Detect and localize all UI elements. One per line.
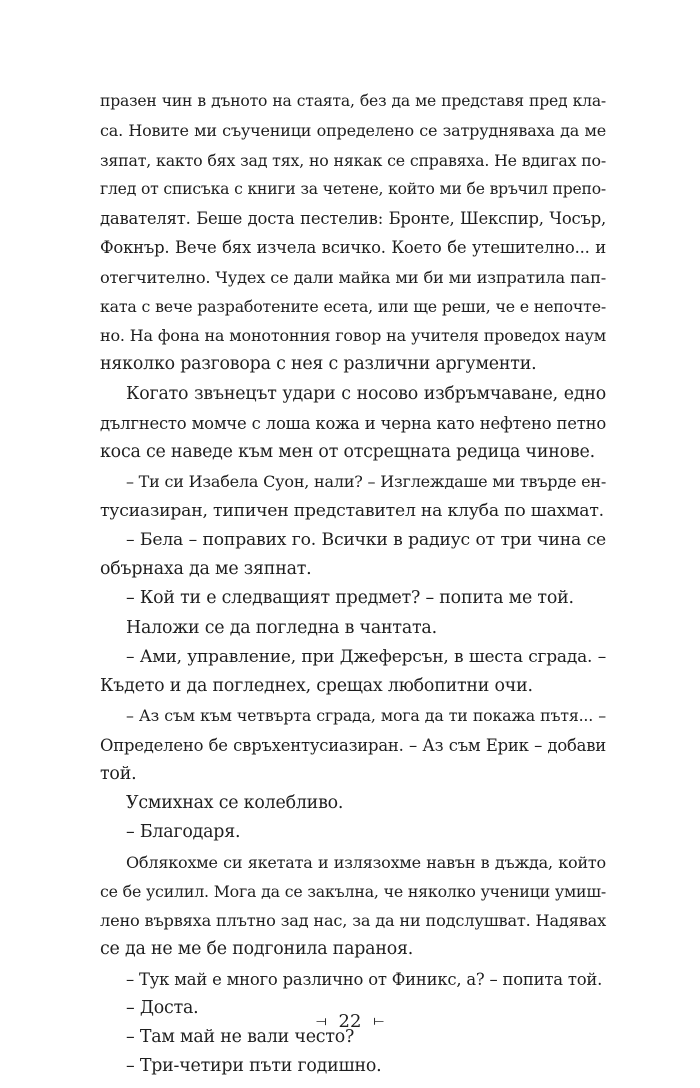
text-line: глед от списъка с книги за четене, който ми бе връчил препо- bbox=[100, 179, 606, 198]
text-line: – Кой ти е следващият предмет? – попита ме той. bbox=[126, 588, 574, 609]
page-number: 22 bbox=[338, 1011, 362, 1032]
ornament-right-icon: ⟝ bbox=[373, 1014, 384, 1029]
text-line: се бе усилил. Мога да се закълна, че няколко ученици умиш- bbox=[100, 881, 606, 901]
text-line: дългнесто момче с лоша кожа и черна като нефтено петно bbox=[100, 413, 606, 433]
text-line: коса се наведе към мен от отсрещната редица чинове. bbox=[100, 442, 595, 462]
text-line: давателят. Беше доста пестелив: Бронте, Шекспир, Чосър, bbox=[100, 209, 606, 228]
text-line: отегчително. Чудех се дали майка ми би ми изпратила пап- bbox=[100, 267, 606, 287]
text-line: Където и да погледнех, срещах любопитни очи. bbox=[100, 676, 533, 696]
text-line: зяпат, както бях зад тях, но някак се справяха. Не вдигах по- bbox=[100, 150, 606, 170]
text-line: – Аз съм към четвърта сграда, мога да ти покажа пътя... – bbox=[126, 706, 606, 726]
text-line: Фокнър. Вече бях изчела всичко. Което бе утешително... и bbox=[100, 238, 606, 258]
body-text bbox=[100, 87, 606, 1082]
text-line: няколко разговора с нея с различни аргументи. bbox=[100, 354, 537, 375]
text-line: Облякохме си якетата и излязохме навън в дъжда, който bbox=[126, 852, 606, 872]
text-line: Наложи се да погледна в чантата. bbox=[126, 617, 437, 638]
text-line: но. На фона на монотонния говор на учителя проведох наум bbox=[100, 326, 606, 345]
text-line: – Бела – поправих го. Всички в радиус от три чина се bbox=[126, 529, 606, 550]
text-line: празен чин в дъното на стаята, без да ме представя пред кла- bbox=[100, 92, 606, 110]
text-line: обърнаха да ме зяпнат. bbox=[100, 559, 312, 579]
text-line: – Три-четири пъти годишно. bbox=[126, 1056, 382, 1077]
text-line: ката с вече разработените есета, или ще реши, че е непочте- bbox=[100, 296, 606, 316]
page-footer bbox=[0, 1011, 700, 1032]
text-line: са. Новите ми съученици определено се затрудняваха да ме bbox=[100, 121, 606, 141]
text-line: – Благодаря. bbox=[126, 822, 241, 843]
text-line: тусиазиран, типичен представител на клуба по шахмат. bbox=[100, 500, 604, 521]
text-line: – Доста. bbox=[126, 997, 199, 1018]
text-line: – Ти си Изабела Суон, нали? – Изглеждаше ми твърде ен- bbox=[126, 472, 607, 492]
text-line: – Ами, управление, при Джеферсън, в шеста сграда. – bbox=[126, 646, 606, 667]
ornament-left-icon: ⟞ bbox=[316, 1014, 327, 1029]
text-line: Когато звънецът удари с носово избръмчаване, едно bbox=[126, 383, 606, 404]
text-line: се да не ме бе подгонила параноя. bbox=[100, 939, 414, 960]
text-line: Усмихнах се колебливо. bbox=[126, 793, 344, 813]
text-line: – Там май не вали често? bbox=[126, 1027, 355, 1047]
text-line: Определено бе свръхентусиазиран. – Аз съм Ерик – добави bbox=[100, 735, 606, 755]
text-line: той. bbox=[100, 763, 137, 784]
text-line: лено вървяха плътно зад нас, за да ни подслушват. Надявах bbox=[100, 911, 606, 930]
text-line: – Тук май е много различно от Финикс, а? – попита той. bbox=[126, 969, 603, 989]
